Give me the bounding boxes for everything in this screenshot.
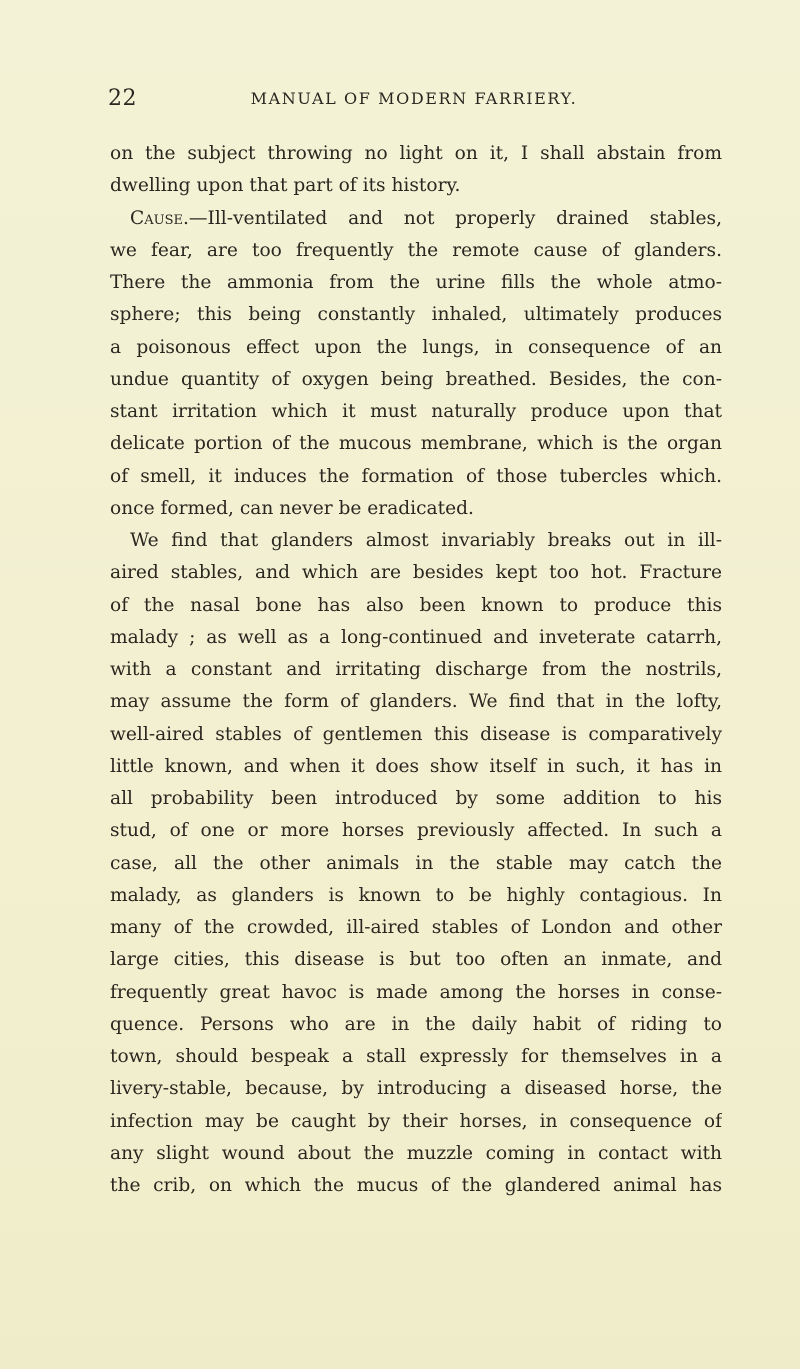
text-line: many of the crowded, ill-aired stables of London and other: [110, 917, 722, 938]
body-text: [110, 138, 722, 1202]
text-line: once formed, can never be eradicated.: [110, 497, 474, 519]
text-line: large cities, this disease is but too often an inmate, and: [110, 949, 722, 971]
page-header: [108, 86, 720, 116]
text-line: malady ; as well as a long-continued and inveterate catarrh,: [110, 626, 722, 648]
text-line: infection may be caught by their horses, in consequence of: [110, 1110, 722, 1132]
text-line: [110, 203, 722, 235]
text-line: We find that glanders almost invariably breaks out in ill-: [130, 530, 722, 551]
text-line: aired stables, and which are besides kept too hot. Fracture: [110, 562, 722, 584]
text-line: town, should bespeak a stall expressly for themselves in a: [110, 1046, 722, 1067]
text-line: all probability been introduced by some addition to his: [110, 788, 722, 809]
text-line: quence. Persons who are in the daily habit of riding to: [110, 1013, 722, 1035]
text-line: stud, of one or more horses previously affected. In such a: [110, 820, 722, 842]
text-line: a poisonous effect upon the lungs, in consequence of an: [110, 336, 722, 358]
text-line: delicate portion of the mucous membrane, which is the organ: [110, 433, 722, 455]
text-line: sphere; this being constantly inhaled, ultimately produces: [110, 304, 722, 326]
text-line: case, all the other animals in the stable may catch the: [110, 852, 722, 874]
text-line: on the subject throwing no light on it, I shall abstain from: [110, 143, 722, 164]
text-line-rest: —Ill-ventilated and not properly drained stables,: [188, 207, 722, 229]
text-line: of smell, it induces the formation of those tubercles which.: [110, 465, 722, 487]
text-line: may assume the form of glanders. We find that in the lofty,: [110, 691, 722, 713]
section-lead-cause: Cause.: [130, 207, 189, 229]
text-line: stant irritation which it must naturally produce upon that: [110, 401, 722, 422]
text-line: the crib, on which the mucus of the glandered animal has: [110, 1175, 722, 1196]
text-line: frequently great havoc is made among the horses in conse-: [110, 981, 722, 1003]
text-line: livery-stable, because, by introducing a diseased horse, the: [110, 1078, 722, 1100]
text-line: well-aired stables of gentlemen this disease is comparatively: [110, 723, 722, 745]
running-title: MANUAL OF MODERN FARRIERY.: [250, 89, 578, 108]
text-line: of the nasal bone has also been known to produce this: [110, 594, 722, 616]
text-line: There the ammonia from the urine fills the whole atmo-: [110, 272, 722, 293]
text-line: little known, and when it does show itself in such, it has in: [110, 755, 722, 777]
page-number: 22: [108, 86, 137, 111]
text-line: with a constant and irritating discharge from the nostrils,: [110, 659, 722, 680]
text-line: undue quantity of oxygen being breathed. Besides, the con-: [110, 368, 722, 390]
text-line: malady, as glanders is known to be highly contagious. In: [110, 884, 722, 906]
text-line: we fear, are too frequently the remote cause of glanders.: [110, 239, 722, 261]
text-line: dwelling upon that part of its history.: [110, 175, 461, 197]
text-line: any slight wound about the muzzle coming in contact with: [110, 1142, 722, 1164]
